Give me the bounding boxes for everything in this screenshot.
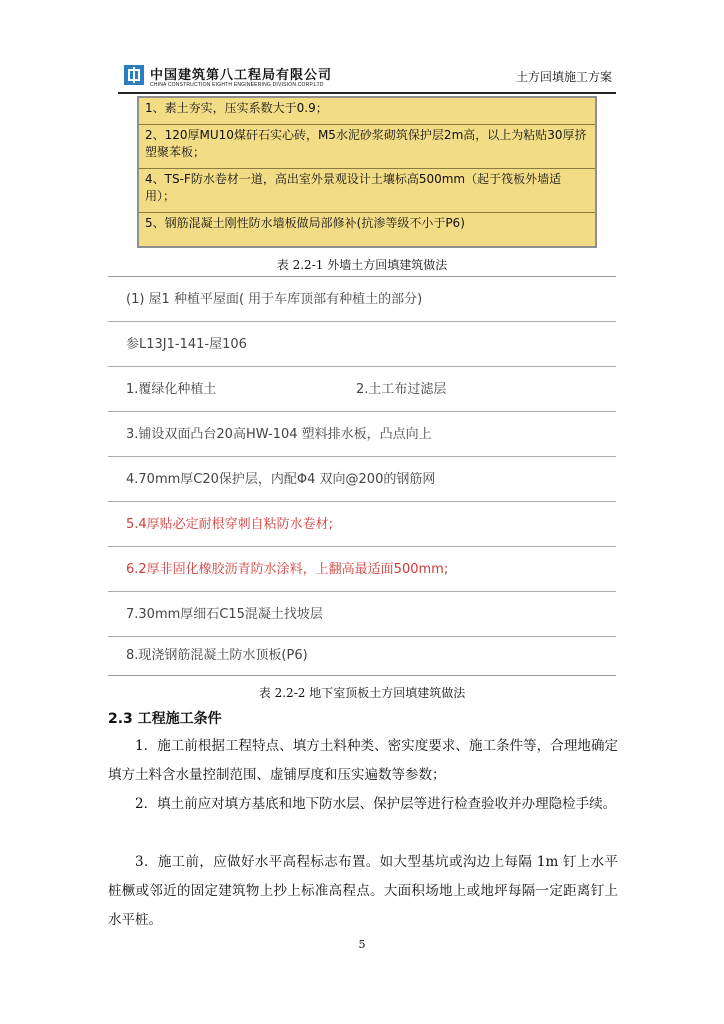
table2-cell: 4.70mm厚C20保护层，内配Φ4 双向@200的钢筋网 [126, 472, 436, 487]
table2-row-highlight [108, 502, 616, 547]
table2-row-highlight [108, 547, 616, 592]
header-divider [118, 92, 616, 94]
company-name-cn: 中国建筑第八工程局有限公司 [150, 68, 333, 83]
table2-row [108, 367, 616, 412]
wall-backfill-table [137, 96, 597, 248]
table2-row [108, 592, 616, 637]
page-number: 5 [358, 938, 366, 951]
table2-cell: 1.覆绿化种植土 [126, 382, 217, 397]
table2-row [108, 637, 616, 675]
table2-row [108, 457, 616, 502]
company-name-en: CHINA CONSTRUCTION EIGHTH ENGINEERING DIVISION.CORP.LTD [150, 82, 324, 88]
table1-row: 4、TS-F防水卷材一道，高出室外景观设计土壤标高500mm（起于筏板外墙适用）； [139, 169, 595, 213]
table1-row: 5、钢筋混凝土刚性防水墙板做局部修补(抗渗等级不小于P6) [145, 216, 465, 230]
table2-cell: 7.30mm厚细石C15混凝土找坡层 [126, 607, 323, 622]
table2-cell: 3.铺设双面凸台20高HW-104 塑料排水板，凸点向上 [126, 427, 432, 442]
roof-backfill-table [108, 276, 616, 676]
table1-row: 2、120厚MU10煤矸石实心砖，M5水泥砂浆砌筑保护层2m高，以上为粘贴30厚挤塑聚苯板； [139, 125, 595, 169]
body-paragraph: 3．施工前，应做好水平高程标志布置。如大型基坑或沟边上每隔 1m 钉上水平桩橛或邻近的固定建筑物上抄上标准高程点。大面积场地上或地坪每隔一定距离钉上水平桩。 [108, 854, 618, 928]
page-header [118, 62, 616, 94]
company-logo-icon [124, 65, 144, 85]
table2-row [108, 277, 616, 322]
table2-caption: 表 2.2-2 地下室顶板土方回填建筑做法 [258, 686, 466, 700]
table1-row: 1、素土夯实，压实系数大于0.9； [139, 98, 595, 125]
table2-cell: 8.现浇钢筋混凝土防水顶板(P6) [126, 648, 308, 663]
body-paragraph: 1．施工前根据工程特点、填方土料种类、密实度要求、施工条件等，合理地确定填方土料含水量控制范围、虚铺厚度和压实遍数等参数； [108, 738, 618, 783]
table2-cell-2: 2.土工布过滤层 [356, 382, 447, 397]
table2-cell: 6.2厚非固化橡胶沥青防水涂料，上翻高最适面500mm; [126, 562, 449, 577]
document-title: 土方回填施工方案 [515, 70, 612, 84]
table1-caption: 表 2.2-1 外墙土方回填建筑做法 [276, 258, 448, 272]
section-heading: 2.3 工程施工条件 [108, 711, 222, 727]
table2-cell: 5.4厚贴必定耐根穿刺自粘防水卷材; [126, 517, 334, 532]
table2-cell: (1) 屋1 种植平屋面( 用于车库顶部有种植土的部分) [126, 292, 423, 307]
table2-row [108, 412, 616, 457]
body-paragraph: 2．填土前应对填方基底和地下防水层、保护层等进行检查验收并办理隐检手续。 [135, 796, 617, 812]
table2-row [108, 322, 616, 367]
table2-cell: 参L13J1-141-屋106 [126, 337, 247, 352]
